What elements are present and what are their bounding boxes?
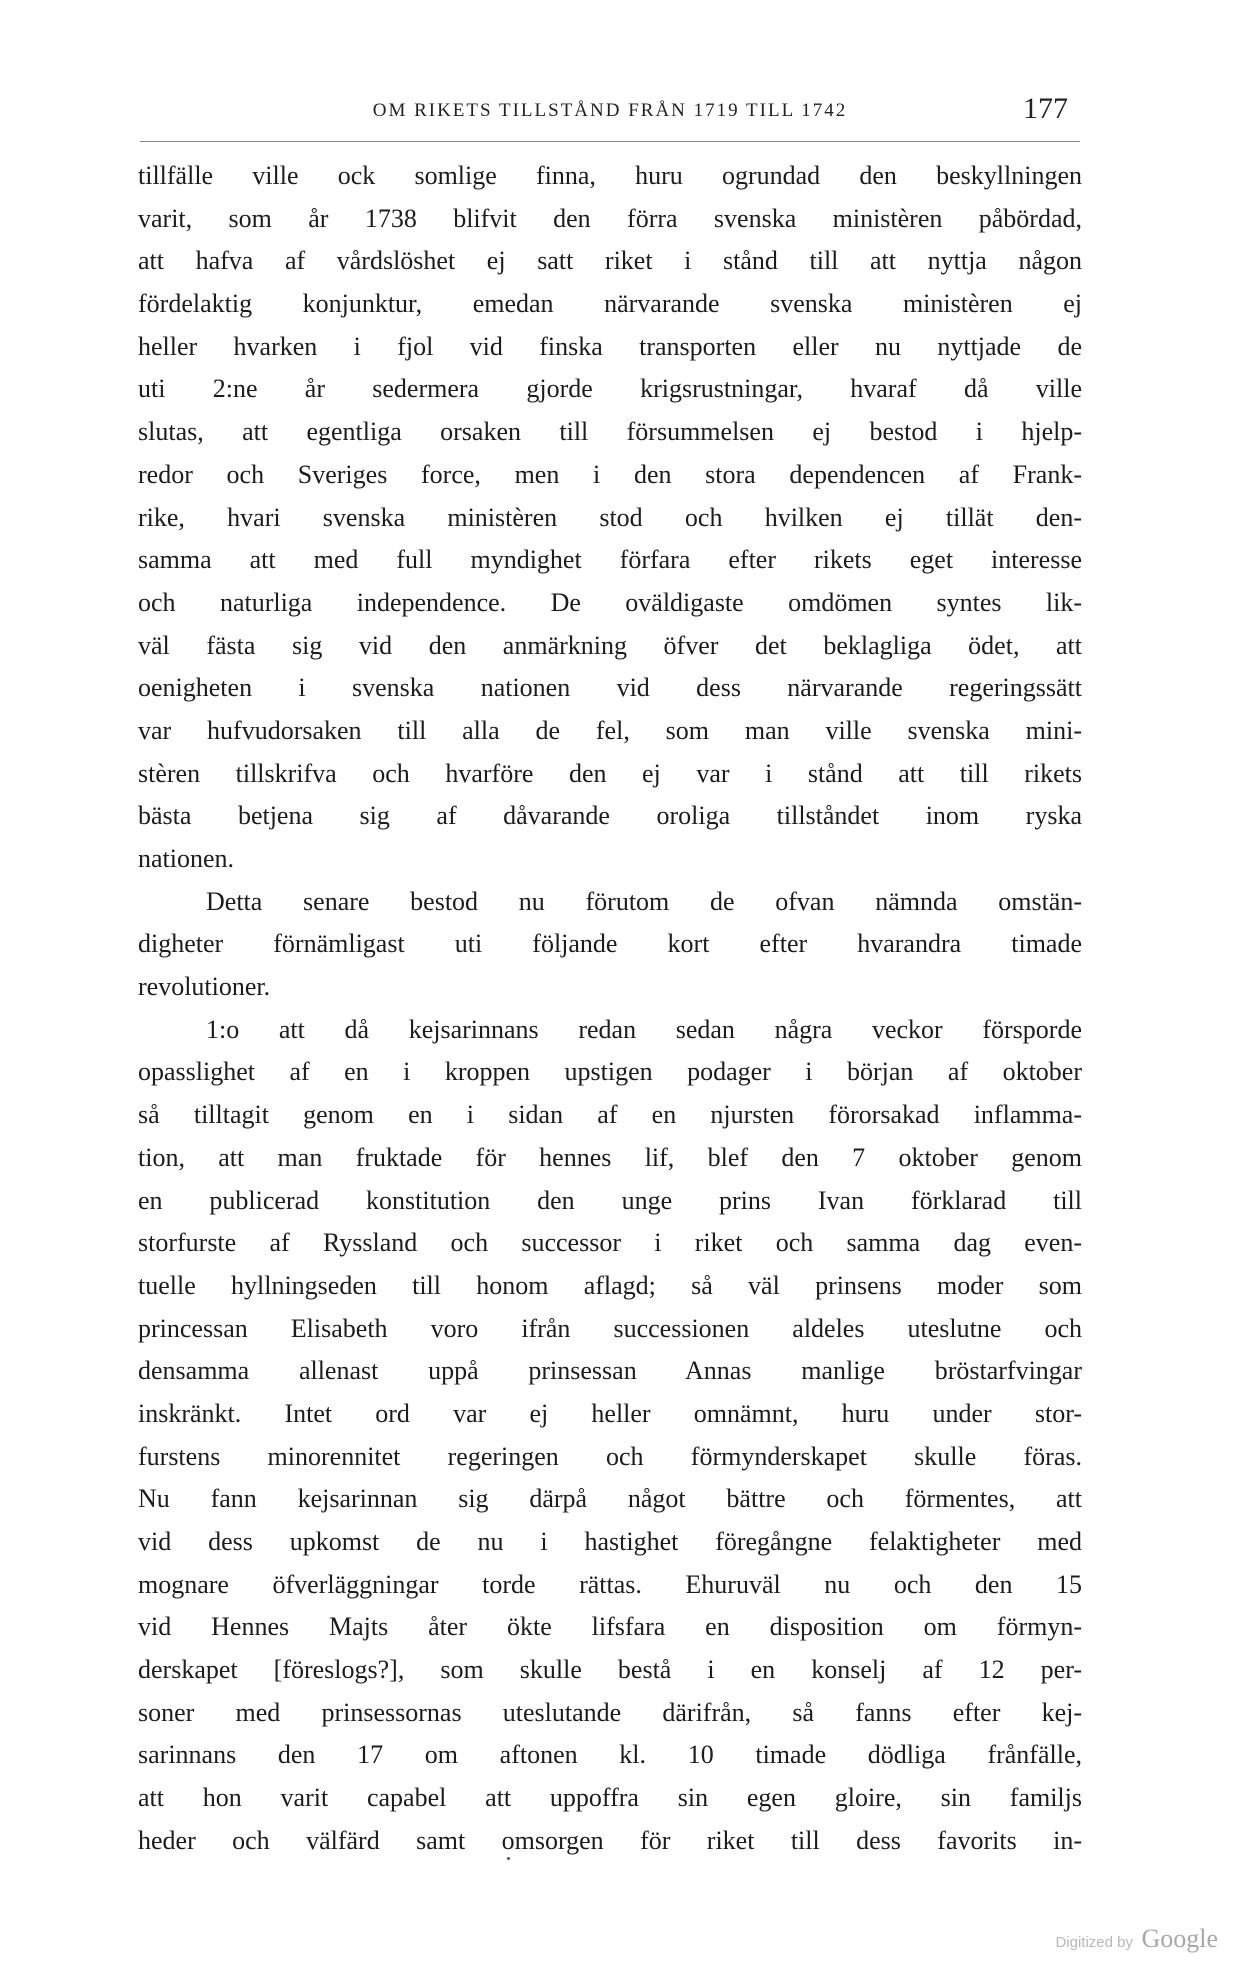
text-line: vid Hennes Majts åter ökte lifsfara en disposition om förmyn- [138, 1612, 1082, 1642]
text-line: stèren tillskrifva och hvarföre den ej var i stånd att till rikets [138, 758, 1082, 788]
google-logo: Google [1141, 1924, 1218, 1953]
text-line: tuelle hyllningseden till honom aflagd; så väl prinsens moder som [138, 1270, 1082, 1300]
page-number: 177 [1023, 92, 1068, 125]
text-line: revolutioner. [138, 972, 271, 1002]
text-line: redor och Sveriges force, men i den stora dependencen af Frank- [138, 459, 1082, 489]
text-line: varit, som år 1738 blifvit den förra svenska ministèren påbördad, [138, 203, 1082, 233]
text-line: en publicerad konstitution den unge prins Ivan förklarad till [138, 1185, 1082, 1215]
text-line: slutas, att egentliga orsaken till försummelsen ej bestod i hjelp- [138, 417, 1082, 447]
text-line: fördelaktig konjunktur, emedan närvarande svenska ministèren ej [138, 289, 1082, 319]
header-rule [140, 141, 1080, 142]
text-line: mognare öfverläggningar torde rättas. Ehuruväl nu och den 15 [138, 1569, 1082, 1599]
text-line: heller hvarken i fjol vid finska transporten eller nu nyttjade de [138, 331, 1082, 361]
ink-speck [507, 1857, 510, 1860]
text-line: och naturliga independence. De oväldigaste omdömen syntes lik- [138, 587, 1082, 617]
text-line: tion, att man fruktade för hennes lif, blef den 7 oktober genom [138, 1142, 1082, 1172]
text-line: Nu fann kejsarinnan sig därpå något bättre och förmentes, att [138, 1484, 1082, 1514]
text-line: heder och välfärd samt omsorgen för riket till dess favorits in- [138, 1825, 1082, 1855]
text-line: densamma allenast uppå prinsessan Annas manlige bröstarfvingar [138, 1356, 1082, 1386]
watermark-prefix: Digitized by [1055, 1934, 1133, 1951]
digitization-watermark [1055, 1924, 1218, 1954]
text-line: furstens minorennitet regeringen och förmynderskapet skulle föras. [138, 1441, 1082, 1471]
running-title: OM RIKETS TILLSTÅND FRÅN 1719 TILL 1742 [372, 100, 848, 121]
text-line: princessan Elisabeth voro ifrån successionen aldeles uteslutne och [138, 1313, 1082, 1343]
text-line: oenigheten i svenska nationen vid dess närvarande regeringssätt [138, 673, 1082, 703]
text-line: var hufvudorsaken till alla de fel, som man ville svenska mini- [138, 715, 1082, 745]
text-line: så tilltagit genom en i sidan af en njursten förorsakad inflamma- [138, 1100, 1082, 1130]
text-line: tillfälle ville ock somlige finna, huru ogrundad den beskyllningen [138, 161, 1082, 190]
text-line: samma att med full myndighet förfara efter rikets eget interesse [138, 545, 1082, 575]
body-text [138, 155, 1082, 1863]
text-line: nationen. [138, 844, 235, 873]
text-line: väl fästa sig vid den anmärkning öfver det beklagliga ödet, att [138, 630, 1082, 660]
paragraph-start-line: Detta senare bestod nu förutom de ofvan nämnda omstän- [206, 886, 1082, 916]
text-line: storfurste af Ryssland och successor i riket och samma dag even- [138, 1228, 1082, 1258]
text-line: opasslighet af en i kroppen upstigen podager i början af oktober [138, 1057, 1082, 1087]
text-line: uti 2:ne år sedermera gjorde krigsrustningar, hvaraf då ville [138, 374, 1082, 404]
text-line: soner med prinsessornas uteslutande därifrån, så fanns efter kej- [138, 1697, 1082, 1727]
text-line: derskapet [föreslogs?], som skulle bestå i en konselj af 12 per- [138, 1655, 1082, 1685]
text-line: rike, hvari svenska ministèren stod och hvilken ej tillät den- [138, 502, 1082, 532]
text-line: digheter förnämligast uti följande kort efter hvarandra timade [138, 929, 1082, 959]
text-line: att hon varit capabel att uppoffra sin egen gloire, sin familjs [138, 1783, 1082, 1813]
text-line: bästa betjena sig af dåvarande oroliga tillståndet inom ryska [138, 801, 1082, 831]
text-line: inskränkt. Intet ord var ej heller omnämnt, huru under stor- [138, 1398, 1082, 1428]
text-line: att hafva af vårdslöshet ej satt riket i stånd till att nyttja någon [138, 246, 1082, 276]
text-line: vid dess upkomst de nu i hastighet föregångne felaktigheter med [138, 1527, 1082, 1556]
running-header [140, 92, 1080, 132]
paragraph-start-line: 1:o att då kejsarinnans redan sedan några veckor försporde [206, 1014, 1082, 1044]
text-line: sarinnans den 17 om aftonen kl. 10 timade dödliga frånfälle, [138, 1740, 1082, 1770]
